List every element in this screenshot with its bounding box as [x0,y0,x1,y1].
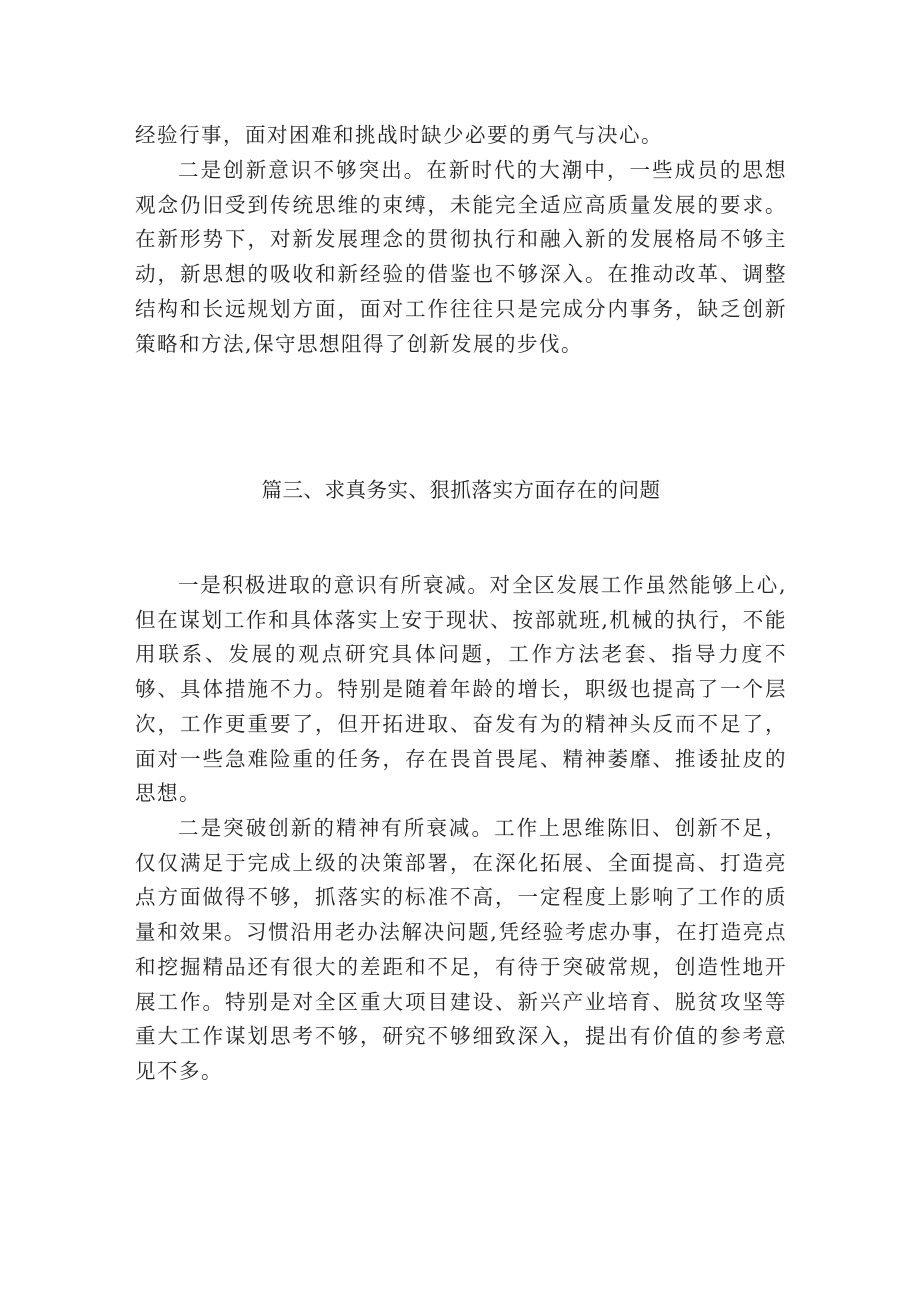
paragraph-innovation-awareness: 二是创新意识不够突出。在新时代的大潮中，一些成员的思想观念仍旧受到传统思维的束缚，未能完全适应高质量发展的要求。在新形势下，对新发展理念的贯彻执行和融入新的发展格局不够主动，新思想的吸收和新经验的借鉴也不够深入。在推动改革、调整结构和长远规划方面，面对工作往往只是完成分内事务，缺乏创新策略和方法,保守思想阻得了创新发展的步伐。 [135,158,787,356]
paragraph-continuation: 经验行事，面对困难和挑战时缺少必要的勇气与决心。 [135,123,663,147]
section-heading: 篇三、求真务实、狠抓落实方面存在的问题 [261,478,661,502]
paragraph-innovation-spirit: 二是突破创新的精神有所衰减。工作上思维陈旧、创新不足，仅仅满足于完成上级的决策部署，在深化拓展、全面提高、打造亮点方面做得不够，抓落实的标准不高，一定程度上影响了工作的质量和效果。习惯沿用老办法解决问题,凭经验考虑办事，在打造亮点和挖掘精品还有很大的差距和不足，有待于突破常规，创造性地开展工作。特别是对全区重大项目建设、新兴产业培育、脱贫攻坚等重大工作谋划思考不够，研究不够细致深入，提出有价值的参考意见不多。 [135,816,787,1083]
paragraph-enterprising-awareness: 一是积极进取的意识有所衰减。对全区发展工作虽然能够上心,但在谋划工作和具体落实上安于现状、按部就班,机械的执行，不能用联系、发展的观点研究具体问题，工作方法老套、指导力度不够、具体措施不力。特别是随着年龄的增长，职级也提高了一个层次，工作更重要了，但开拓进取、奋发有为的精神头反而不足了，面对一些急难险重的任务，存在畏首畏尾、精神萎靡、推诿扯皮的思想。 [135,573,787,806]
